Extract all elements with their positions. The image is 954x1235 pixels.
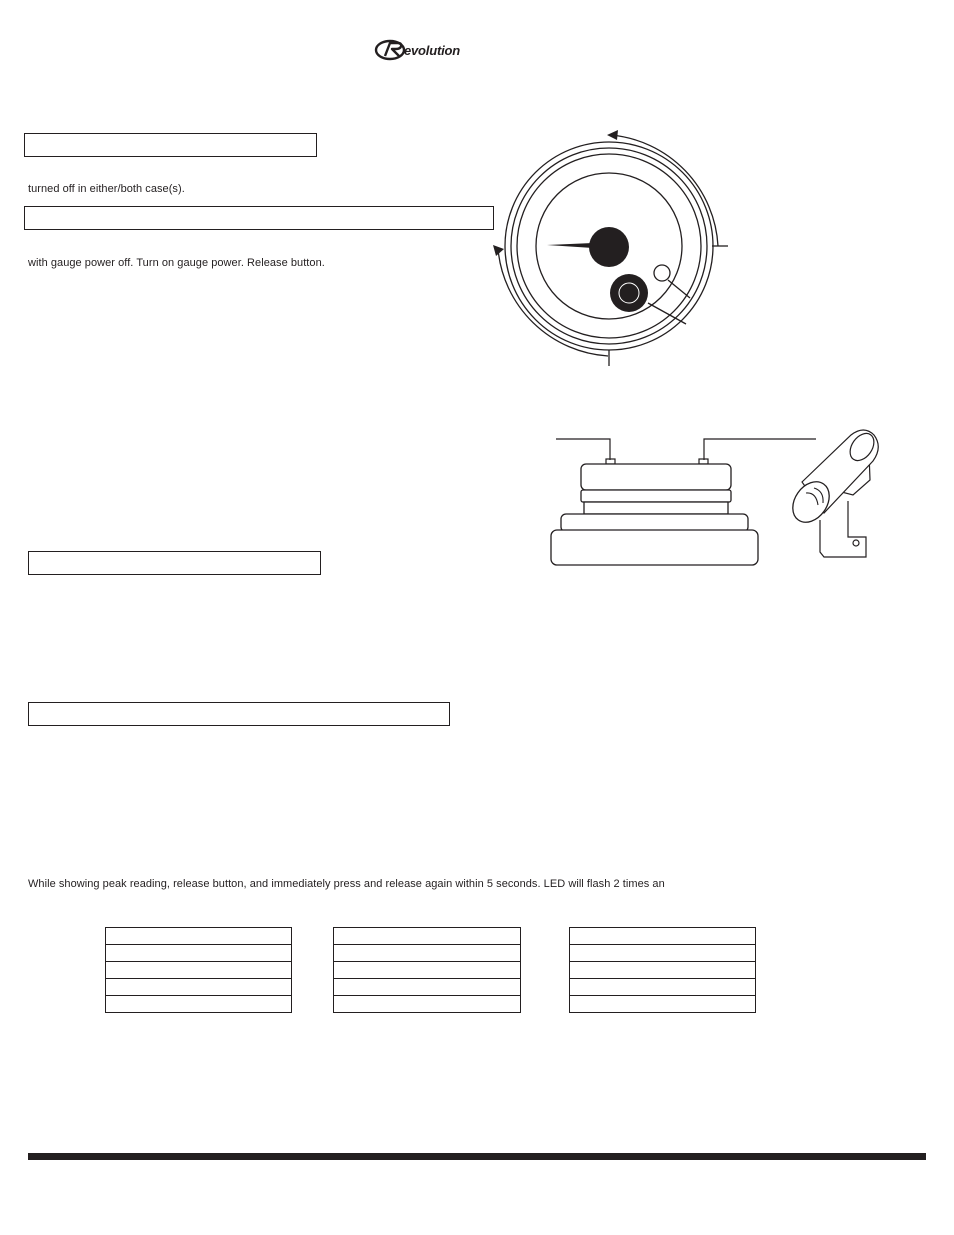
rotation-arrow-clockwise (611, 135, 718, 246)
arrowhead-top (607, 130, 618, 140)
table-row (334, 979, 521, 996)
instruction-line-1: turned off in either/both case(s). (28, 183, 185, 195)
gauge-body-neck (584, 502, 728, 514)
section-heading-box-2 (24, 206, 494, 230)
section-heading-box-3 (28, 551, 321, 575)
instruction-line-2: with gauge power off. Turn on gauge power. Release button. (28, 257, 325, 269)
footer-rule (28, 1153, 926, 1160)
table-row (570, 996, 756, 1013)
side-leader-right (704, 439, 816, 460)
instruction-line-3: While showing peak reading, release button, and immediately press and release again within 5 seconds. LED will flash 2 times an (28, 878, 665, 890)
gauge-pod (785, 429, 879, 557)
brand-name: evolution (404, 43, 460, 58)
table-row (334, 962, 521, 979)
gauge-needle (547, 243, 593, 248)
table-row (106, 962, 292, 979)
gauge-led (654, 265, 670, 281)
table-row (570, 962, 756, 979)
table-row (106, 928, 292, 945)
gauge-face-diagram (490, 128, 740, 373)
section-heading-box-1 (24, 133, 317, 157)
table-row (570, 979, 756, 996)
empty-table-3 (569, 927, 756, 1013)
table-row (570, 928, 756, 945)
gauge-button-outer (610, 274, 648, 312)
table-row (570, 945, 756, 962)
gauge-needle-hub (589, 227, 629, 267)
empty-table-2 (333, 927, 521, 1013)
table-row (106, 945, 292, 962)
section-heading-box-4 (28, 702, 450, 726)
empty-table-1 (105, 927, 292, 1013)
table-row (334, 945, 521, 962)
rotation-arrow-counterclockwise (498, 249, 608, 356)
table-row (334, 996, 521, 1013)
gauge-body-top (581, 464, 731, 490)
gauge-side-and-pod-diagram (548, 420, 893, 570)
gauge-body-ring (561, 514, 748, 532)
gauge-body-band (581, 490, 731, 502)
led-leader-line (668, 280, 690, 298)
table-row (334, 928, 521, 945)
table-row (106, 996, 292, 1013)
table-row (106, 979, 292, 996)
gauge-body-base (551, 530, 758, 565)
side-leader-left (556, 439, 610, 460)
